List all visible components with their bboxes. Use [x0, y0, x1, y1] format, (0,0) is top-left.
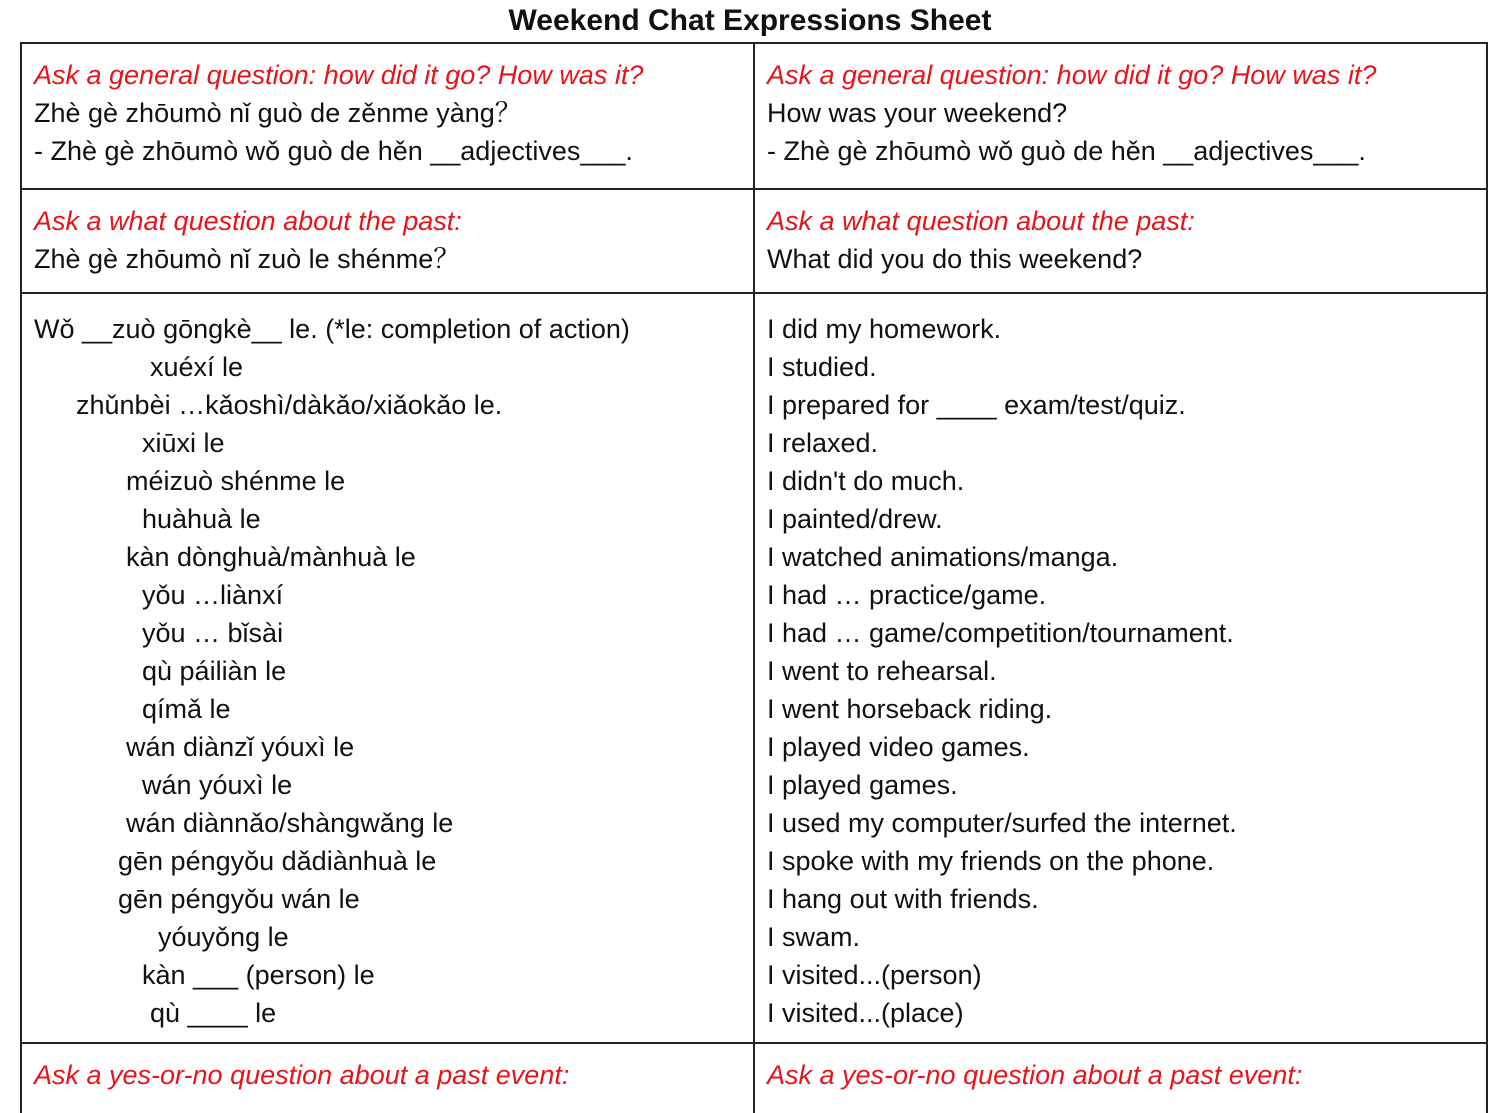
list-item: wán diànzǐ yóuxì le	[126, 732, 355, 762]
activities-row	[21, 293, 1487, 1043]
list-item: yǒu …liànxí	[142, 580, 284, 610]
page-title: Weekend Chat Expressions Sheet	[508, 4, 992, 37]
list-item: yóuyǒng le	[158, 922, 289, 952]
list-item: zhǔnbèi …kǎoshì/dàkǎo/xiǎokǎo le.	[76, 390, 503, 420]
list-item: I swam.	[767, 922, 861, 952]
english-question: What did you do this weekend?	[767, 244, 1143, 274]
list-item: gēn péngyǒu dǎdiànhuà le	[118, 846, 437, 876]
list-item: I went to rehearsal.	[767, 656, 997, 686]
yes-no-question-chinese-cell	[21, 1043, 754, 1113]
what-question-chinese-cell	[21, 189, 754, 293]
list-item: I did my homework.	[767, 314, 1002, 344]
list-item: huàhuà le	[142, 504, 261, 534]
list-item: I studied.	[767, 352, 877, 382]
list-item: I watched animations/manga.	[767, 542, 1119, 572]
list-item: kàn ___ (person) le	[142, 960, 375, 990]
list-item: wán yóuxì le	[142, 770, 293, 800]
general-question-row	[21, 43, 1487, 189]
section-heading: Ask a what question about the past:	[34, 206, 462, 236]
what-question-english-cell	[754, 189, 1487, 293]
section-heading: Ask a what question about the past:	[767, 206, 1195, 236]
list-item: I visited...(person)	[767, 960, 982, 990]
list-item: I played games.	[767, 770, 958, 800]
list-item: I painted/drew.	[767, 504, 943, 534]
english-question: How was your weekend?	[767, 98, 1068, 128]
general-question-chinese-cell	[21, 43, 754, 189]
list-item: qímǎ le	[142, 694, 231, 724]
list-item: I used my computer/surfed the internet.	[767, 808, 1237, 838]
chinese-question: Zhè gè zhōumò nǐ guò de zěnme yàng？	[34, 98, 522, 128]
list-item: I hang out with friends.	[767, 884, 1039, 914]
section-heading: Ask a general question: how did it go? How was it?	[34, 60, 644, 90]
section-heading: Ask a yes-or-no question about a past event:	[34, 1060, 570, 1090]
list-item: I prepared for ____ exam/test/quiz.	[767, 390, 1186, 420]
list-item: I visited...(place)	[767, 998, 964, 1028]
english-answer: - Zhè gè zhōumò wǒ guò de hěn __adjectives___.	[767, 136, 1366, 166]
list-item: I played video games.	[767, 732, 1030, 762]
section-heading: Ask a general question: how did it go? How was it?	[767, 60, 1377, 90]
list-item: I had … game/competition/tournament.	[767, 618, 1234, 648]
section-heading: Ask a yes-or-no question about a past event:	[767, 1060, 1303, 1090]
list-item: xuéxí le	[150, 352, 244, 382]
list-item: Wǒ __zuò gōngkè__ le. (*le: completion of action)	[34, 314, 630, 344]
what-question-row	[21, 189, 1487, 293]
expressions-table	[20, 42, 1488, 1113]
list-item: méizuò shénme le	[126, 466, 346, 496]
list-item: yǒu … bǐsài	[142, 618, 284, 648]
list-item: I went horseback riding.	[767, 694, 1053, 724]
general-question-english-cell	[754, 43, 1487, 189]
list-item: qù ____ le	[150, 998, 277, 1028]
chinese-answer: - Zhè gè zhōumò wǒ guò de hěn __adjectives___.	[34, 136, 633, 166]
list-item: kàn dònghuà/mànhuà le	[126, 542, 416, 572]
yes-no-question-row	[21, 1043, 1487, 1113]
list-item: xiūxi le	[142, 428, 225, 458]
list-item: I didn't do much.	[767, 466, 965, 496]
yes-no-question-english-cell	[754, 1043, 1487, 1113]
list-item: qù páiliàn le	[142, 656, 287, 686]
activities-english-cell	[754, 293, 1487, 1043]
list-item: wán diànnǎo/shàngwǎng le	[126, 808, 454, 838]
activities-chinese-cell	[21, 293, 754, 1043]
chinese-question: Zhè gè zhōumò nǐ zuò le shénme？	[34, 244, 461, 274]
list-item: gēn péngyǒu wán le	[118, 884, 360, 914]
list-item: I spoke with my friends on the phone.	[767, 846, 1215, 876]
list-item: I had … practice/game.	[767, 580, 1047, 610]
list-item: I relaxed.	[767, 428, 879, 458]
